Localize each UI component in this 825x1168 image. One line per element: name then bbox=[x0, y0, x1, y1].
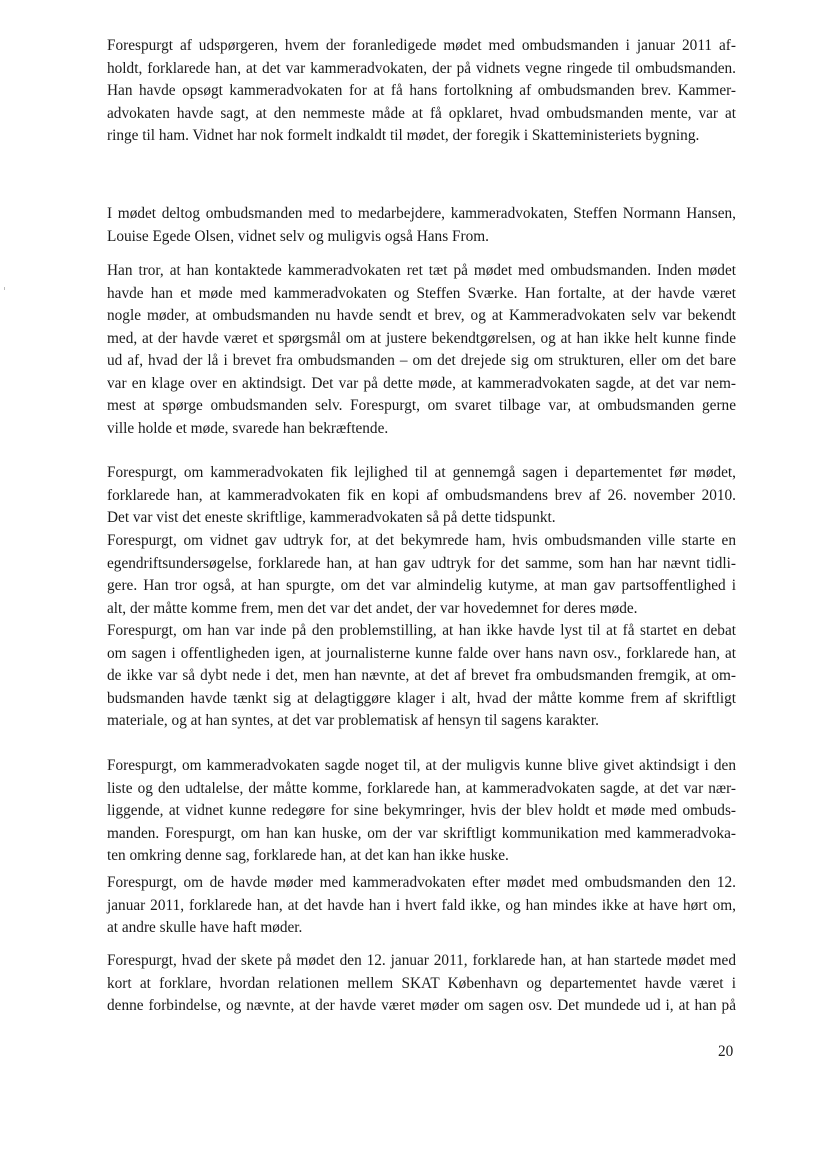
text-line: om sagen i offentligheden igen, at journalisterne kunne falde over hans navn osv., forklarede han, at bbox=[107, 644, 736, 662]
text-line: Forespurgt, om kammeradvokaten fik lejlighed til at gennemgå sagen i departementet før mødet, bbox=[107, 464, 736, 481]
text-line: I mødet deltog ombudsmanden med to medarbejdere, kammeradvokaten, Steffen Normann Hansen, bbox=[107, 205, 736, 222]
text-line: Forespurgt, om kammeradvokaten sagde noget til, at der muligvis kunne blive givet aktindsigt i den bbox=[107, 757, 736, 774]
text-line: ville holde et møde, svarede han bekræftende. bbox=[107, 419, 389, 437]
text-line: nogle møder, at ombudsmanden nu havde sendt et brev, og at Kammeradvokaten selv var bekendt bbox=[107, 307, 736, 324]
text-line: budsmanden havde tænkt sig at delagtiggøre klager i alt, hvad der måtte komme frem af skriftligt bbox=[107, 689, 736, 707]
text-line: egendriftsundersøgelse, forklarede han, at han gav udtryk for det samme, som han har nævnt tidli- bbox=[107, 554, 736, 572]
text-line: ringe til ham. Vidnet har nok formelt indkaldt til mødet, der foregik i Skatteministeriets bygning. bbox=[107, 127, 700, 144]
text-line: Det var vist det eneste skriftlige, kammeradvokaten så på dette tidspunkt. bbox=[107, 509, 556, 526]
text-line: holdt, forklarede han, at det var kammeradvokaten, der på vidnets vegne ringede til ombudsmanden. bbox=[107, 59, 736, 77]
text-line: liggende, at vidnet kunne redegøre for sine bekymringer, hvis der blev holdt et møde med ombuds- bbox=[107, 802, 736, 819]
text-line: ud af, hvad der lå i brevet fra ombudsmanden – om det drejede sig om strukturen, eller om det bare bbox=[107, 352, 736, 369]
text-line: januar 2011, forklarede han, at det havde han i hvert fald ikke, og han mindes ikke at have hørt om, bbox=[107, 896, 736, 914]
text-line: manden. Forespurgt, om han kan huske, om der var skriftligt kommunikation med kammeradvoka- bbox=[107, 824, 736, 842]
text-line: Han havde opsøgt kammeradvokaten for at få hans fortolkning af ombudsmanden brev. Kammer- bbox=[107, 82, 736, 99]
text-line: forklarede han, at kammeradvokaten fik en kopi af ombudsmandens brev af 26. november 2010. bbox=[107, 486, 736, 504]
paragraph bbox=[107, 35, 736, 148]
paragraph bbox=[107, 620, 736, 733]
text-line: mest at spørge ombudsmanden selv. Forespurgt, om svaret tilbage var, at ombudsmanden gerne bbox=[107, 397, 736, 414]
paragraph bbox=[107, 203, 736, 248]
text-line: havde han et møde med kammeradvokaten og Steffen Sværke. Han fortalte, at der havde været bbox=[107, 284, 736, 302]
text-line: Forespurgt af udspørgeren, hvem der foranledigede mødet med ombudsmanden i januar 2011 af- bbox=[107, 37, 736, 54]
paragraph bbox=[107, 872, 736, 940]
text-line: var en klage over en aktindsigt. Det var på dette møde, at kammeradvokaten sagde, at det var nem- bbox=[107, 374, 736, 392]
text-line: de ikke var så dybt nede i det, men han nævnte, at det af brevet fra ombudsmanden fremgik, at om- bbox=[107, 667, 736, 684]
text-line: kort at forklare, hvordan relationen mellem SKAT København og departementet havde været i bbox=[107, 974, 736, 992]
text-line: alt, der måtte komme frem, men det var det andet, der var hovedemnet for deres møde. bbox=[107, 599, 638, 617]
text-line: gere. Han tror også, at han spurgte, om det var almindelig kutyme, at man gav partsoffentlighed i bbox=[107, 577, 736, 594]
page-number: 20 bbox=[718, 1043, 734, 1060]
text-line: Forespurgt, om han var inde på den problemstilling, at han ikke havde lyst til at få startet en debat bbox=[107, 622, 736, 639]
text-line: Forespurgt, om de havde møder med kammeradvokaten efter mødet med ombudsmanden den 12. bbox=[107, 874, 736, 891]
text-line: advokaten havde sagt, at den nemmeste måde at få opklaret, hvad ombudsmanden mente, var at bbox=[107, 104, 736, 122]
text-line: Han tror, at han kontaktede kammeradvokaten ret tæt på mødet med ombudsmanden. Inden mødet bbox=[107, 262, 736, 279]
text-line: med, at der havde været et spørgsmål om at justere bekendtgørelsen, og at han ikke helt kunne finde bbox=[107, 329, 736, 347]
paragraph bbox=[107, 950, 736, 1018]
paragraph bbox=[107, 462, 736, 530]
text-line: Forespurgt, hvad der skete på mødet den 12. januar 2011, forklarede han, at han startede mødet med bbox=[107, 952, 736, 969]
paragraph bbox=[107, 755, 736, 868]
text-line: materiale, og at han syntes, at det var problematisk af hensyn til sagens karakter. bbox=[107, 712, 599, 729]
text-line: at andre skulle have haft møder. bbox=[107, 919, 303, 936]
text-line: Forespurgt, om vidnet gav udtryk for, at det bekymrede ham, hvis ombudsmanden ville starte en bbox=[107, 532, 736, 549]
scan-speck bbox=[4, 287, 5, 290]
text-line: liste og den udtalelse, der måtte komme, forklarede han, at kammeradvokaten sagde, at det var nær- bbox=[107, 779, 736, 797]
paragraph bbox=[107, 530, 736, 620]
paragraph bbox=[107, 260, 736, 440]
text-line: denne forbindelse, og nævnte, at der havde været møder om sagen osv. Det mundede ud i, at han på bbox=[107, 997, 736, 1014]
text-line: Louise Egede Olsen, vidnet selv og muligvis også Hans From. bbox=[107, 227, 489, 245]
text-line: ten omkring denne sag, forklarede han, at det kan han ikke huske. bbox=[107, 847, 509, 864]
